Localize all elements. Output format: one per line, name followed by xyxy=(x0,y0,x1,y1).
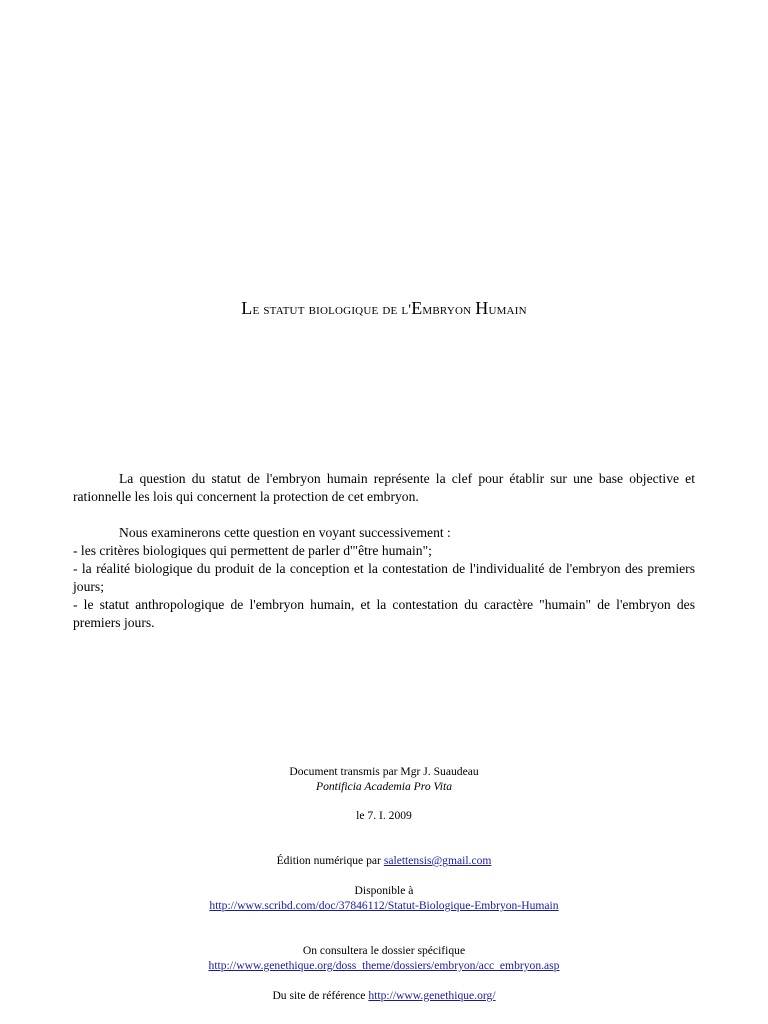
title-cap-h: H xyxy=(475,298,489,318)
reference-prefix: Du site de référence xyxy=(272,989,369,1002)
footer-consult xyxy=(0,943,768,973)
title-part-1: e statut biologique de l' xyxy=(252,302,412,318)
footer-date: le 7. I. 2009 xyxy=(356,809,412,822)
intro-paragraph-text: La question du statut de l'embryon humain représente la clef pour établir sur une base objective et rationnelle les lois qui concernent la protection de cet embryon. xyxy=(73,471,695,504)
footer-reference xyxy=(0,988,768,1003)
title-cap-l: L xyxy=(241,298,253,318)
scribd-link[interactable]: http://www.scribd.com/doc/37846112/Statut-Biologique-Embryon-Humain xyxy=(209,899,559,912)
outline-item: - les critères biologiques qui permettent de parler d'"être humain"; xyxy=(73,543,432,558)
genethique-dossier-link[interactable]: http://www.genethique.org/doss_theme/dossiers/embryon/acc_embryon.asp xyxy=(208,959,560,972)
edition-prefix: Édition numérique par xyxy=(276,854,384,867)
title-part-2: mbryon xyxy=(422,302,476,318)
intro-paragraph xyxy=(73,470,695,506)
footer-edition xyxy=(0,853,768,868)
title-cap-e: E xyxy=(411,298,423,318)
genethique-site-link[interactable]: http://www.genethique.org/ xyxy=(368,989,496,1002)
title-part-3: umain xyxy=(488,302,527,318)
available-label: Disponible à xyxy=(354,884,414,897)
outline-item: - le statut anthropologique de l'embryon humain, et la contestation du caractère "humain" de l'embryon des premiers jours. xyxy=(73,597,695,630)
outline-paragraph xyxy=(73,524,695,632)
edition-email-link[interactable]: salettensis@gmail.com xyxy=(383,854,492,867)
consult-label: On consultera le dossier spécifique xyxy=(302,944,466,957)
document-title xyxy=(0,298,768,319)
footer-availability xyxy=(0,883,768,913)
footer-transmission xyxy=(0,764,768,794)
outline-intro: Nous examinerons cette question en voyant successivement : xyxy=(119,525,451,540)
academy-name: Pontificia Academia Pro Vita xyxy=(316,780,452,793)
transmitted-by: Document transmis par Mgr J. Suaudeau xyxy=(289,765,479,778)
outline-item: - la réalité biologique du produit de la conception et la contestation de l'individualité de l'embryon des premiers jours; xyxy=(73,561,695,594)
